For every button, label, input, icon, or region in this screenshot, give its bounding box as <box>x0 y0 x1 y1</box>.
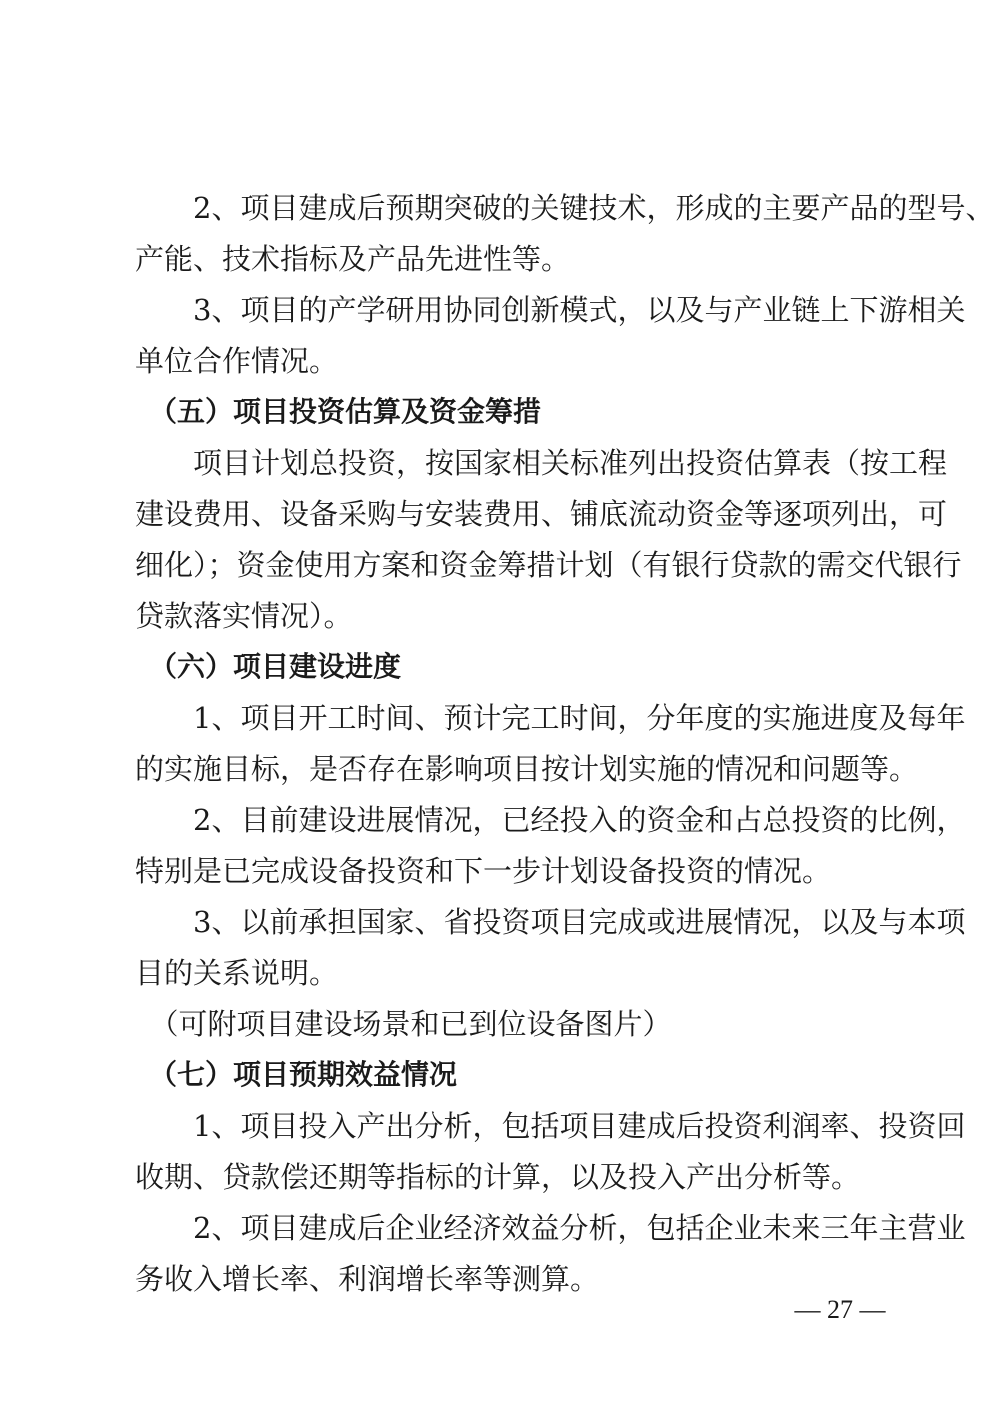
paragraph-line: 3、项目的产学研用协同创新模式，以及与产业链上下游相关 <box>135 293 966 327</box>
section-heading: （五）项目投资估算及资金筹措 <box>135 395 542 428</box>
paragraph-line: 的实施目标，是否存在影响项目按计划实施的情况和问题等。 <box>135 752 919 786</box>
page-number: — 27 — <box>794 1295 886 1324</box>
paragraph-line: 1、项目投入产出分析，包括项目建成后投资利润率、投资回 <box>135 1109 966 1143</box>
paragraph-line: 产能、技术指标及产品先进性等。 <box>135 242 571 276</box>
paragraph-line: 2、项目建成后预期突破的关键技术，形成的主要产品的型号、 <box>135 191 995 225</box>
section-heading: （七）项目预期效益情况 <box>135 1058 458 1091</box>
paragraph-line: 务收入增长率、利润增长率等测算。 <box>135 1262 600 1296</box>
paragraph-line: 1、项目开工时间、预计完工时间，分年度的实施进度及每年 <box>135 701 966 735</box>
note-line: （可附项目建设场景和已到位设备图片） <box>135 1007 672 1041</box>
paragraph-line: 单位合作情况。 <box>135 344 339 378</box>
paragraph-line: 特别是已完成设备投资和下一步计划设备投资的情况。 <box>135 854 832 888</box>
paragraph-line: 2、目前建设进展情况，已经投入的资金和占总投资的比例， <box>135 803 966 837</box>
paragraph-line: 3、以前承担国家、省投资项目完成或进展情况，以及与本项 <box>135 905 966 939</box>
paragraph-line: 收期、贷款偿还期等指标的计算，以及投入产出分析等。 <box>135 1160 861 1194</box>
paragraph-line: 2、项目建成后企业经济效益分析，包括企业未来三年主营业 <box>135 1211 966 1245</box>
paragraph-line: 贷款落实情况）。 <box>135 599 353 633</box>
paragraph-line: 建设费用、设备采购与安装费用、铺底流动资金等逐项列出，可 <box>135 497 948 531</box>
section-heading: （六）项目建设进度 <box>135 650 402 683</box>
paragraph-line: 目的关系说明。 <box>135 956 339 990</box>
paragraph-line: 项目计划总投资，按国家相关标准列出投资估算表（按工程 <box>135 446 948 480</box>
paragraph-line: 细化）；资金使用方案和资金筹措计划（有银行贷款的需交代银行 <box>135 548 962 582</box>
